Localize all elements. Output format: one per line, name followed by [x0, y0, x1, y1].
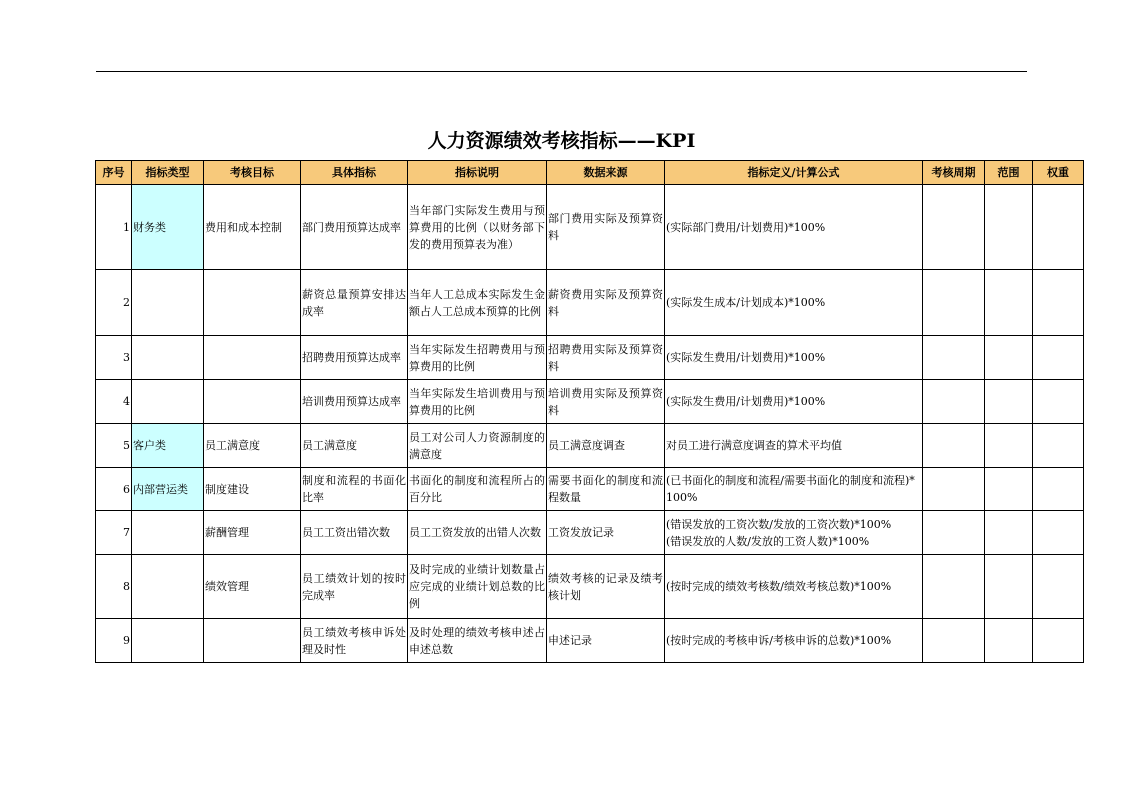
cell-goal: [204, 619, 301, 663]
cell-no: 8: [96, 555, 132, 619]
cell-weight: [1033, 380, 1084, 424]
cell-goal: 费用和成本控制: [204, 185, 301, 270]
cell-cycle: [923, 619, 985, 663]
cell-scope: [985, 511, 1033, 555]
formula-text: 对员工进行满意度调查的算术平均值: [666, 439, 842, 452]
table-row: [96, 555, 1084, 619]
cell-cycle: [923, 424, 985, 468]
col-header-weight: 权重: [1033, 161, 1084, 185]
cell-desc: 当年部门实际发生费用与预算费用的比例（以财务部下发的费用预算表为准）: [408, 185, 547, 270]
header-rule: [96, 71, 1027, 72]
cell-scope: [985, 270, 1033, 336]
cell-cycle: [923, 555, 985, 619]
cell-desc: 及时完成的业绩计划数量占应完成的业绩计划总数的比例: [408, 555, 547, 619]
cell-type: 客户类: [132, 424, 204, 468]
cell-scope: [985, 380, 1033, 424]
cell-goal: 薪酬管理: [204, 511, 301, 555]
formula-text: (实际部门费用/计划费用)*100%: [666, 220, 826, 234]
page-title: 人力资源绩效考核指标——KPI: [427, 130, 696, 152]
formula-text: (实际发生费用/计划费用)*100%: [666, 351, 826, 364]
col-header-formula: 指标定义/计算公式: [665, 161, 923, 185]
cell-formula: [665, 336, 923, 380]
col-header-scope: 范围: [985, 161, 1033, 185]
cell-cycle: [923, 336, 985, 380]
cell-source: 需要书面化的制度和流程数量: [547, 468, 665, 511]
cell-weight: [1033, 270, 1084, 336]
cell-no: 2: [96, 270, 132, 336]
cell-goal: 绩效管理: [204, 555, 301, 619]
table-row: [96, 424, 1084, 468]
cell-type: [132, 555, 204, 619]
cell-weight: [1033, 619, 1084, 663]
cell-indicator: 招聘费用预算达成率: [301, 336, 408, 380]
cell-desc: 书面化的制度和流程所占的百分比: [408, 468, 547, 511]
cell-cycle: [923, 468, 985, 511]
cell-desc: 当年实际发生培训费用与预算费用的比例: [408, 380, 547, 424]
cell-goal: [204, 380, 301, 424]
cell-indicator: 员工工资出错次数: [301, 511, 408, 555]
cell-weight: [1033, 511, 1084, 555]
cell-cycle: [923, 185, 985, 270]
cell-goal: [204, 336, 301, 380]
cell-formula: [665, 270, 923, 336]
cell-source: 薪资费用实际及预算资料: [547, 270, 665, 336]
col-header-no: 序号: [96, 161, 132, 185]
cell-indicator: 员工绩效计划的按时完成率: [301, 555, 408, 619]
cell-no: 7: [96, 511, 132, 555]
cell-no: 1: [96, 185, 132, 270]
cell-source: 员工满意度调查: [547, 424, 665, 468]
cell-desc: 当年实际发生招聘费用与预算费用的比例: [408, 336, 547, 380]
cell-source: 部门费用实际及预算资料: [547, 185, 665, 270]
table-row: [96, 511, 1084, 555]
cell-scope: [985, 185, 1033, 270]
cell-no: 9: [96, 619, 132, 663]
cell-no: 5: [96, 424, 132, 468]
cell-weight: [1033, 555, 1084, 619]
cell-no: 4: [96, 380, 132, 424]
cell-indicator: 薪资总量预算安排达成率: [301, 270, 408, 336]
cell-desc: 员工工资发放的出错人次数: [408, 511, 547, 555]
cell-goal: 员工满意度: [204, 424, 301, 468]
cell-source: 绩效考核的记录及绩考核计划: [547, 555, 665, 619]
table-row: [96, 619, 1084, 663]
table-row: [96, 270, 1084, 336]
cell-type: [132, 380, 204, 424]
cell-formula: [665, 424, 923, 468]
formula-text: (按时完成的绩效考核数/绩效考核总数)*100%: [666, 580, 892, 593]
cell-type: [132, 511, 204, 555]
cell-indicator: 制度和流程的书面化比率: [301, 468, 408, 511]
cell-source: 工资发放记录: [547, 511, 665, 555]
cell-scope: [985, 468, 1033, 511]
cell-goal: 制度建设: [204, 468, 301, 511]
cell-source: 培训费用实际及预算资料: [547, 380, 665, 424]
table-row: [96, 336, 1084, 380]
table-row: [96, 468, 1084, 511]
cell-indicator: 培训费用预算达成率: [301, 380, 408, 424]
col-header-goal: 考核目标: [204, 161, 301, 185]
cell-desc: 员工对公司人力资源制度的满意度: [408, 424, 547, 468]
cell-type: [132, 270, 204, 336]
cell-formula: [665, 555, 923, 619]
kpi-table: [95, 160, 1084, 663]
cell-type: [132, 619, 204, 663]
col-header-indicator: 具体指标: [301, 161, 408, 185]
col-header-desc: 指标说明: [408, 161, 547, 185]
table-header-row: [96, 161, 1084, 185]
cell-weight: [1033, 185, 1084, 270]
cell-scope: [985, 555, 1033, 619]
formula-text: (已书面化的制度和流程/需要书面化的制度和流程)*100%: [666, 474, 915, 504]
cell-scope: [985, 424, 1033, 468]
cell-cycle: [923, 380, 985, 424]
col-header-cycle: 考核周期: [923, 161, 985, 185]
cell-cycle: [923, 270, 985, 336]
cell-desc: 及时处理的绩效考核申述占申述总数: [408, 619, 547, 663]
cell-weight: [1033, 424, 1084, 468]
cell-scope: [985, 336, 1033, 380]
formula-text: (实际发生费用/计划费用)*100%: [666, 395, 826, 408]
col-header-source: 数据来源: [547, 161, 665, 185]
formula-text: (按时完成的考核申诉/考核申诉的总数)*100%: [666, 634, 892, 647]
cell-type: 内部营运类: [132, 468, 204, 511]
col-header-type: 指标类型: [132, 161, 204, 185]
cell-scope: [985, 619, 1033, 663]
cell-formula: [665, 185, 923, 270]
cell-indicator: 员工满意度: [301, 424, 408, 468]
cell-source: 申述记录: [547, 619, 665, 663]
cell-desc: 当年人工总成本实际发生金额占人工总成本预算的比例: [408, 270, 547, 336]
cell-formula: [665, 619, 923, 663]
formula-text: (错误发放的工资次数/发放的工资次数)*100%: [666, 517, 892, 531]
cell-goal: [204, 270, 301, 336]
cell-formula: [665, 380, 923, 424]
cell-source: 招聘费用实际及预算资料: [547, 336, 665, 380]
table-row: [96, 380, 1084, 424]
cell-weight: [1033, 336, 1084, 380]
cell-type: 财务类: [132, 185, 204, 270]
formula-text: (实际发生成本/计划成本)*100%: [666, 296, 826, 309]
cell-weight: [1033, 468, 1084, 511]
cell-type: [132, 336, 204, 380]
formula-text-secondary: (错误发放的人数/发放的工资人数)*100%: [666, 534, 870, 548]
cell-indicator: 员工绩效考核申诉处理及时性: [301, 619, 408, 663]
table-row: [96, 185, 1084, 270]
cell-cycle: [923, 511, 985, 555]
cell-indicator: 部门费用预算达成率: [301, 185, 408, 270]
cell-no: 6: [96, 468, 132, 511]
cell-no: 3: [96, 336, 132, 380]
cell-formula: [665, 468, 923, 511]
cell-formula: [665, 511, 923, 555]
